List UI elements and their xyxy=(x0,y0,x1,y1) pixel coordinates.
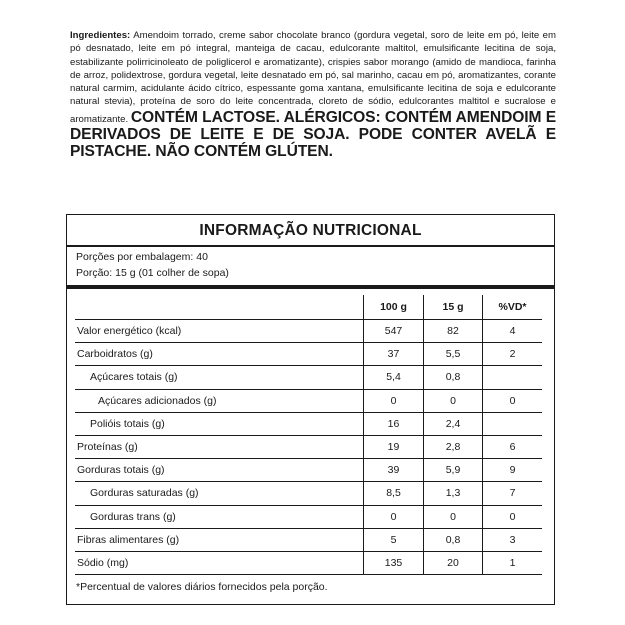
value-100g: 19 xyxy=(364,435,424,458)
value-15g: 5,5 xyxy=(424,343,483,366)
value-15g: 0,8 xyxy=(424,366,483,389)
table-row xyxy=(75,320,542,343)
nutrient-label: Gorduras trans (g) xyxy=(75,505,364,528)
ingredients-text: Amendoim torrado, creme sabor chocolate branco (gordura vegetal, soro de leite em pó, leite em pó desnatado, leite em pó integral, manteiga de cacau, edulcorante maltitol, emulsificante lecitina de soja, estabilizante polirricinoleato de poliglicerol e aromatizante), crispies sabor morango (amido de mandioca, farinha de arroz, polidextrose, gordura vegetal, leite desnatado em pó, sal marinho, cacau em pó, aromatizantes, corante natural carmim, acidulante ácido cítrico, espessante goma xantana, emulsificante lecitina de soja e edulcorante natural stevia), proteína de soro do leite concentrada, cloreto de sódio, edulcorantes maltitol e sucralose e aromatizante. xyxy=(70,30,556,125)
title-divider xyxy=(67,245,554,247)
ingredients-label: Ingredientes: xyxy=(70,30,131,41)
value-100g: 5 xyxy=(364,528,424,551)
daily-value-footnote: *Percentual de valores diários fornecidos pela porção. xyxy=(76,581,328,593)
nutrient-label: Valor energético (kcal) xyxy=(75,320,364,343)
value-vd xyxy=(483,366,543,389)
value-15g: 5,9 xyxy=(424,459,483,482)
nutrient-label: Fibras alimentares (g) xyxy=(75,528,364,551)
nutrient-label: Gorduras saturadas (g) xyxy=(75,482,364,505)
value-100g: 135 xyxy=(364,551,424,574)
nutrient-label: Polióis totais (g) xyxy=(75,412,364,435)
value-15g: 2,4 xyxy=(424,412,483,435)
value-vd: 6 xyxy=(483,435,543,458)
value-vd: 0 xyxy=(483,389,543,412)
value-15g: 0,8 xyxy=(424,528,483,551)
nutrition-facts-panel xyxy=(66,214,555,605)
table-row xyxy=(75,412,542,435)
allergy-warning: CONTÉM LACTOSE. ALÉRGICOS: CONTÉM AMENDOIM E DERIVADOS DE LEITE E DE SOJA. PODE CONTER AVELÃ E PISTACHE. NÃO CONTÉM GLÚTEN. xyxy=(70,108,556,161)
serving-divider xyxy=(67,285,554,289)
value-vd xyxy=(483,412,543,435)
value-100g: 37 xyxy=(364,343,424,366)
table-row xyxy=(75,459,542,482)
value-100g: 547 xyxy=(364,320,424,343)
nutrient-label: Sódio (mg) xyxy=(75,551,364,574)
nutrient-label: Carboidratos (g) xyxy=(75,343,364,366)
nutrient-label: Açúcares adicionados (g) xyxy=(75,389,364,412)
value-vd: 3 xyxy=(483,528,543,551)
value-100g: 5,4 xyxy=(364,366,424,389)
header-vd: %VD* xyxy=(483,295,543,320)
header-100g: 100 g xyxy=(364,295,424,320)
table-row xyxy=(75,505,542,528)
value-100g: 0 xyxy=(364,505,424,528)
value-15g: 0 xyxy=(424,505,483,528)
value-vd: 7 xyxy=(483,482,543,505)
value-15g: 0 xyxy=(424,389,483,412)
table-row xyxy=(75,343,542,366)
value-vd: 0 xyxy=(483,505,543,528)
table-row xyxy=(75,551,542,574)
servings-per-package: Porções por embalagem: 40 xyxy=(76,251,208,263)
value-15g: 1,3 xyxy=(424,482,483,505)
nutrient-label: Gorduras totais (g) xyxy=(75,459,364,482)
value-100g: 0 xyxy=(364,389,424,412)
serving-size: Porção: 15 g (01 colher de sopa) xyxy=(76,267,229,279)
value-vd: 9 xyxy=(483,459,543,482)
value-15g: 2,8 xyxy=(424,435,483,458)
value-100g: 39 xyxy=(364,459,424,482)
table-row xyxy=(75,366,542,389)
value-vd: 2 xyxy=(483,343,543,366)
value-15g: 82 xyxy=(424,320,483,343)
value-15g: 20 xyxy=(424,551,483,574)
header-nutrient xyxy=(75,295,364,320)
table-row xyxy=(75,528,542,551)
table-header-row xyxy=(75,295,542,320)
ingredients-block xyxy=(70,29,556,161)
nutrient-label: Açúcares totais (g) xyxy=(75,366,364,389)
table-row xyxy=(75,435,542,458)
table-row xyxy=(75,482,542,505)
nutrition-title: INFORMAÇÃO NUTRICIONAL xyxy=(199,222,422,239)
value-100g: 8,5 xyxy=(364,482,424,505)
value-100g: 16 xyxy=(364,412,424,435)
value-vd: 1 xyxy=(483,551,543,574)
table-row xyxy=(75,389,542,412)
nutrition-table xyxy=(75,295,542,575)
nutrient-label: Proteínas (g) xyxy=(75,435,364,458)
value-vd: 4 xyxy=(483,320,543,343)
header-15g: 15 g xyxy=(424,295,483,320)
